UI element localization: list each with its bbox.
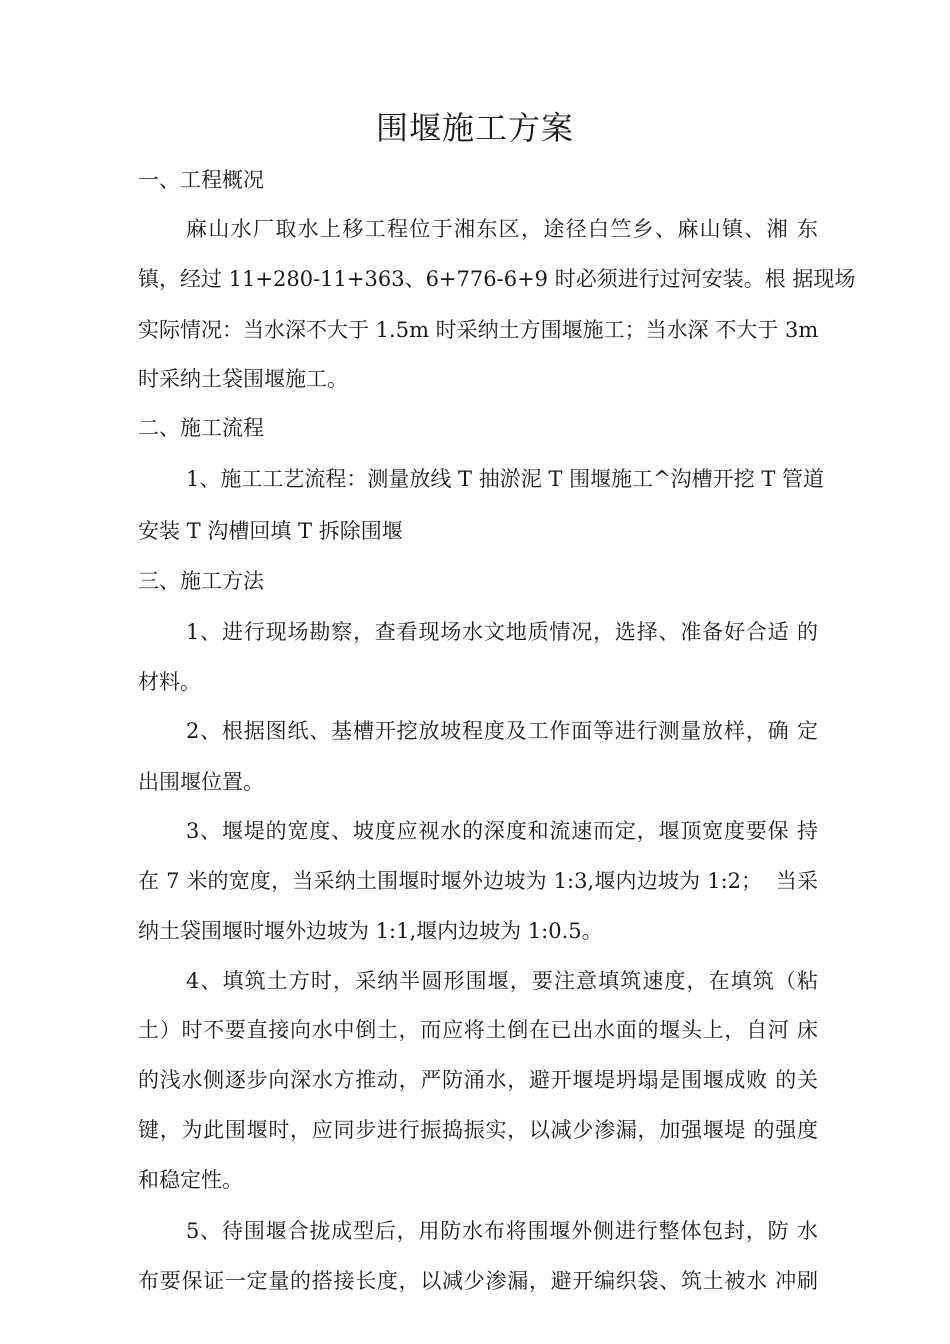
paragraph-line: 的浅水侧逐步向深水方推动，严防涌水，避开堰堤坍塌是围堰成败 的关: [138, 1068, 818, 1092]
paragraph-line: 1、进行现场勘察，查看现场水文地质情况，选择、准备好合适 的: [186, 620, 818, 644]
paragraph-line: 实际情况：当水深不大于 1.5m 时采纳土方围堰施工；当水深 不大于 3m: [138, 318, 819, 342]
paragraph-line: 安装 T 沟槽回填 T 拆除围堰: [138, 519, 403, 543]
paragraph-line: 麻山水厂取水上移工程位于湘东区，途径白竺乡、麻山镇、湘 东: [186, 217, 818, 241]
paragraph-line: 5、待围堰合拢成型后，用防水布将围堰外侧进行整体包封，防 水: [186, 1219, 818, 1243]
paragraph-line: 和稳定性。: [138, 1168, 243, 1192]
paragraph-line: 时采纳土袋围堰施工。: [138, 367, 348, 391]
section-heading-overview: 一、工程概况: [138, 168, 264, 192]
paragraph-line: 布要保证一定量的搭接长度，以减少渗漏，避开编织袋、筑土被水 冲刷: [138, 1269, 818, 1293]
paragraph-line: 4、填筑土方时，采纳半圆形围堰，要注意填筑速度，在填筑（粘: [186, 969, 818, 993]
section-heading-method: 三、施工方法: [138, 569, 264, 593]
paragraph-line: 纳土袋围堰时堰外边坡为 1:1,堰内边坡为 1:0.5。: [138, 919, 603, 943]
paragraph-line: 在 7 米的宽度，当采纳土围堰时堰外边坡为 1:3,堰内边坡为 1:2； 当采: [138, 869, 818, 893]
document-title: 围堰施工方案: [375, 109, 574, 147]
paragraph-line: 出围堰位置。: [138, 770, 264, 794]
paragraph-line: 2、根据图纸、基槽开挖放坡程度及工作面等进行测量放样，确 定: [186, 719, 818, 743]
paragraph-line: 镇，经过 11+280-11+363、6+776-6+9 时必须进行过河安装。根 据现场: [138, 267, 856, 291]
section-heading-process: 二、施工流程: [138, 416, 264, 440]
paragraph-line: 3、堰堤的宽度、坡度应视水的深度和流速而定，堰顶宽度要保 持: [186, 819, 818, 843]
paragraph-line: 1、施工工艺流程：测量放线 T 抽淤泥 T 围堰施工^沟槽开挖 T 管道: [186, 467, 825, 491]
paragraph-line: 材料。: [138, 670, 201, 694]
paragraph-line: 土）时不要直接向水中倒土，而应将土倒在已出水面的堰头上，自河 床: [138, 1018, 818, 1042]
paragraph-line: 键，为此围堰时，应同步进行振捣振实，以减少渗漏，加强堰堤 的强度: [138, 1118, 818, 1142]
